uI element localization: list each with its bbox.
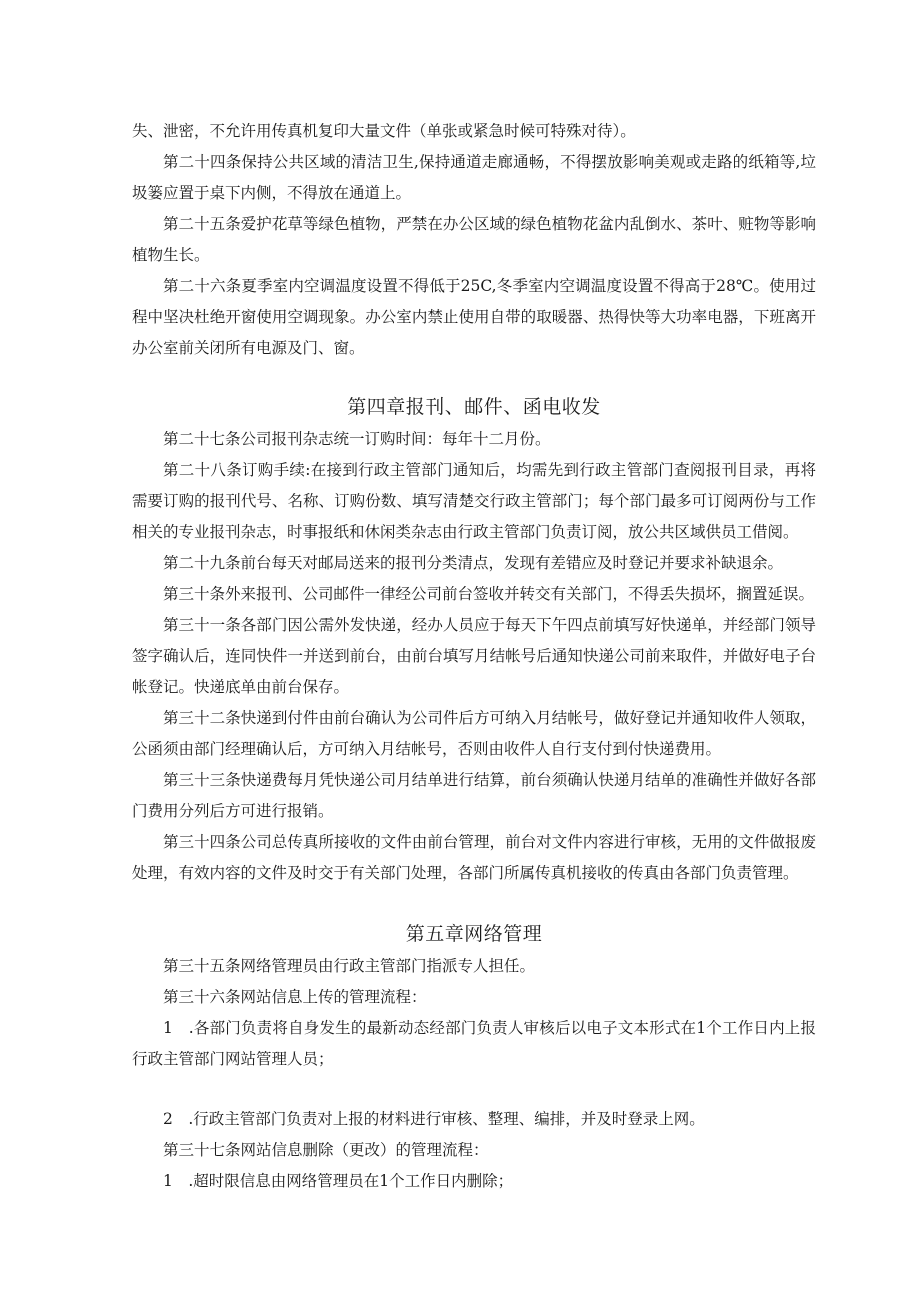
- list-item-2: 2 .行政主管部门负责对上报的材料进行审核、整理、编排，并及时登录上网。: [163, 1110, 705, 1128]
- chapter-4-heading: 第四章报刊、邮件、函电收发: [347, 396, 601, 418]
- article-25: 第二十五条爱护花草等绿色植物，严禁在办公区域的绿色植物花盆内乱倒水、茶叶、赃物等影响植物生长。: [132, 215, 816, 264]
- article-33: 第三十三条快递费每月凭快递公司月结单进行结算，前台须确认快递月结单的准确性并做好各部门费用分列后方可进行报销。: [132, 771, 816, 820]
- article-34: 第三十四条公司总传真所接收的文件由前台管理，前台对文件内容进行审核，无用的文件做报废处理，有效内容的文件及时交于有关部门处理，各部门所属传真机接收的传真由各部门负责管理。: [132, 833, 816, 882]
- article-30: 第三十条外来报刊、公司邮件一律经公司前台签收并转交有关部门，不得丢失损坏，搁置延误。: [163, 585, 815, 603]
- article-24: 第二十四条保持公共区域的清洁卫生,保持通道走廊通畅，不得摆放影响美观或走路的纸箱等,垃圾篓应置于桌下内侧，不得放在通道上。: [132, 153, 816, 202]
- article-37: 第三十七条网站信息删除（更改）的管理流程：: [163, 1141, 489, 1159]
- article-28: 第二十八条订购手续:在接到行政主管部门通知后，均需先到行政主管部门查阅报刊目录，再将需要订购的报刊代号、名称、订购份数、填写清楚交行政主管部门；每个部门最多可订阅两份与工作相关的专业报刊杂志，时事报纸和休闲类杂志由行政主管部门负责订阅，放公共区域供员工借阅。: [132, 461, 816, 541]
- list-item-1: 1 .各部门负责将自身发生的最新动态经部门负责人审核后以电子文本形式在1个工作日内上报行政主管部门网站管理人员；: [132, 1019, 816, 1068]
- article-31: 第三十一条各部门因公需外发快递，经办人员应于每天下午四点前填写好快递单，并经部门领导签字确认后，连同快件一并送到前台，由前台填写月结帐号后通知快递公司前来取件，并做好电子台帐登记。快递底单由前台保存。: [132, 616, 816, 696]
- document-body: [132, 116, 816, 1197]
- article-29: 第二十九条前台每天对邮局送来的报刊分类清点，发现有差错应及时登记并要求补缺退余。: [163, 554, 784, 572]
- article-36: 第三十六条网站信息上传的管理流程：: [163, 988, 427, 1006]
- article-26: 第二十六条夏季室内空调温度设置不得低于25C,冬季室内空调温度设置不得高于28℃。使用过程中坚决杜绝开窗使用空调现象。办公室内禁止使用自带的取暖器、热得快等大功率电器，下班离开办公室前关闭所有电源及门、窗。: [132, 277, 816, 357]
- article-32: 第三十二条快递到付件由前台确认为公司件后方可纳入月结帐号，做好登记并通知收件人领取，公函须由部门经理确认后，方可纳入月结帐号，否则由收件人自行支付到付快递费用。: [132, 709, 816, 758]
- article-27: 第二十七条公司报刊杂志统一订购时间：每年十二月份。: [163, 430, 551, 448]
- paragraph-continuation: 失、泄密，不允许用传真机复印大量文件（单张或紧急时候可特殊对待）。: [132, 122, 636, 140]
- chapter-5-heading: 第五章网络管理: [405, 923, 543, 945]
- article-35: 第三十五条网络管理员由行政主管部门指派专人担任。: [163, 957, 536, 975]
- list-item-1-deletion: 1 .超时限信息由网络管理员在1个工作日内删除；: [163, 1172, 514, 1190]
